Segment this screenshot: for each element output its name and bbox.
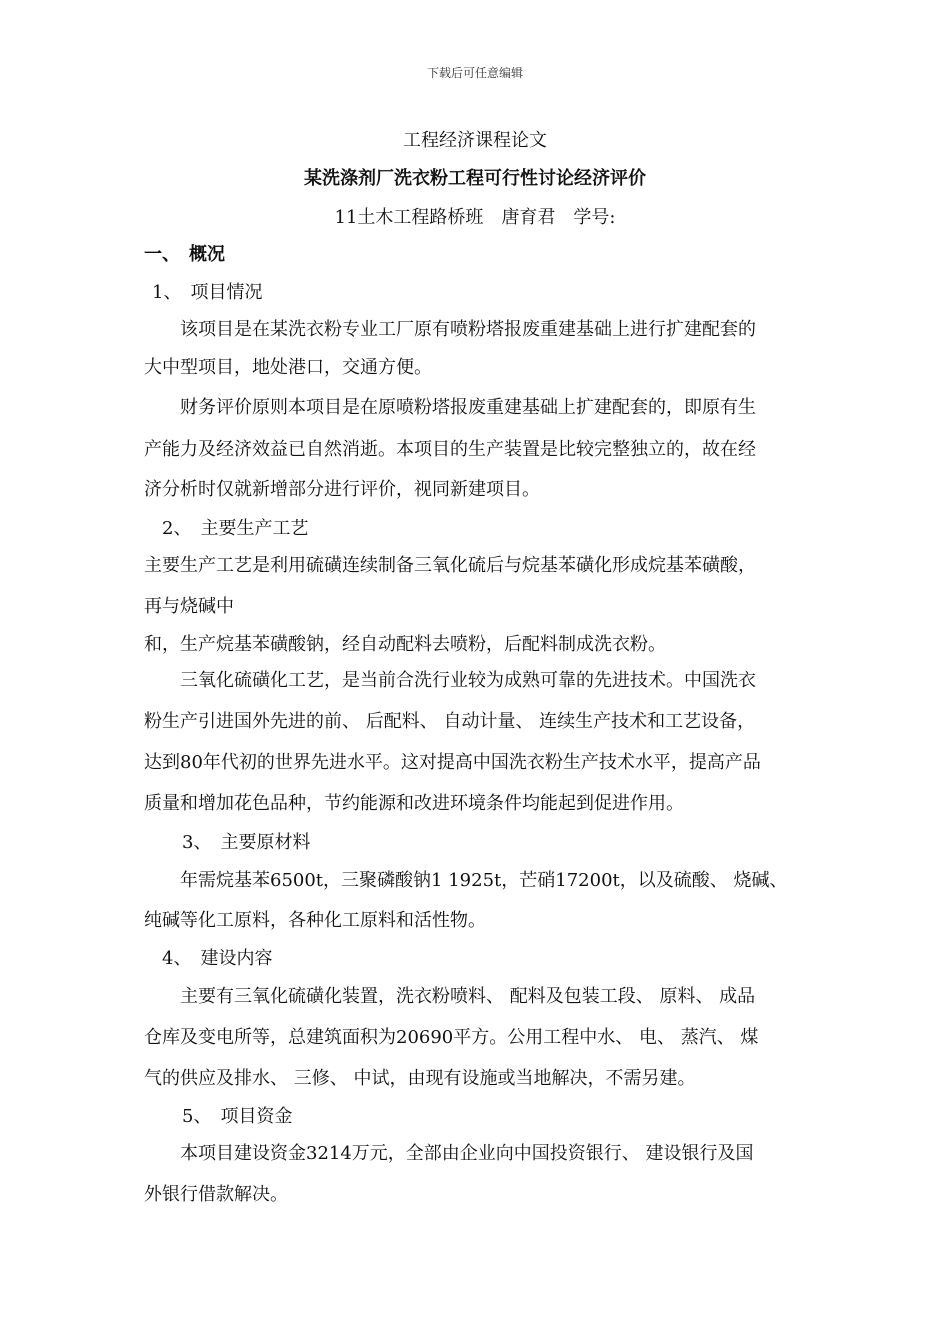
section-heading: 一、 概况 [144, 244, 225, 265]
paragraph-line: 年需烷基苯6500t，三聚磷酸钠1 1925t，芒硝17200t，以及硫酸、 烧碱、 [144, 870, 788, 891]
paragraph-line: 再与烧碱中 [144, 596, 234, 617]
paragraph-line: 三氧化硫磺化工艺，是当前合洗行业较为成熟可靠的先进技术。中国洗衣 [144, 670, 756, 691]
paragraph-line: 产能力及经济效益已自然消逝。本项目的生产装置是比较完整独立的，故在经 [144, 439, 756, 460]
paragraph-line: 该项目是在某洗衣粉专业工厂原有喷粉塔报废重建基础上进行扩建配套的 [144, 319, 756, 340]
paragraph-line: 外银行借款解决。 [144, 1184, 288, 1205]
paragraph-line: 财务评价原则本项目是在原喷粉塔报废重建基础上扩建配套的，即原有生 [144, 397, 756, 418]
paragraph-line: 济分析时仅就新增部分进行评价，视同新建项目。 [144, 479, 540, 500]
paragraph-line: 达到80年代初的世界先进水平。这对提高中国洗衣粉生产技术水平，提高产品 [144, 752, 761, 773]
page-header: 下载后可任意编辑 [426, 66, 523, 80]
page-title: 工程经济课程论文 [403, 130, 547, 151]
paragraph-line: 粉生产引进国外先进的前、 后配料、 自动计量、 连续生产技术和工艺设备， [144, 711, 756, 732]
paragraph-line: 大中型项目，地处港口，交通方便。 [144, 357, 432, 378]
paragraph-line: 仓库及变电所等，总建筑面积为20690平方。公用工程中水、 电、 蒸汽、 煤 [144, 1027, 759, 1048]
paragraph-line: 纯碱等化工原料，各种化工原料和活性物。 [144, 910, 486, 931]
subsection-heading: 2、 主要生产工艺 [162, 518, 309, 539]
paper-title: 某洗涤剂厂洗衣粉工程可行性讨论经济评价 [304, 168, 646, 189]
subsection-heading: 1、 项目情况 [152, 282, 263, 303]
subsection-heading: 3、 主要原材料 [182, 832, 311, 853]
paragraph-line: 气的供应及排水、 三修、 中试，由现有设施或当地解决，不需另建。 [144, 1068, 696, 1089]
paragraph-line: 质量和增加花色品种，节约能源和改进环境条件均能起到促进作用。 [144, 793, 684, 814]
paragraph-line: 主要生产工艺是利用硫磺连续制备三氧化硫后与烷基苯磺化形成烷基苯磺酸， [144, 555, 756, 576]
subsection-heading: 5、 项目资金 [182, 1106, 293, 1127]
subsection-heading: 4、 建设内容 [162, 948, 273, 969]
author-line: 11土木工程路桥班 唐育君 学号: [334, 207, 616, 228]
paragraph-line: 本项目建设资金3214万元，全部由企业向中国投资银行、 建设银行及国 [144, 1143, 754, 1164]
paragraph-line: 和，生产烷基苯磺酸钠，经自动配料去喷粉，后配料制成洗衣粉。 [144, 634, 666, 655]
paragraph-line: 主要有三氧化硫磺化装置，洗衣粉喷料、 配料及包装工段、 原料、 成品 [144, 986, 756, 1007]
